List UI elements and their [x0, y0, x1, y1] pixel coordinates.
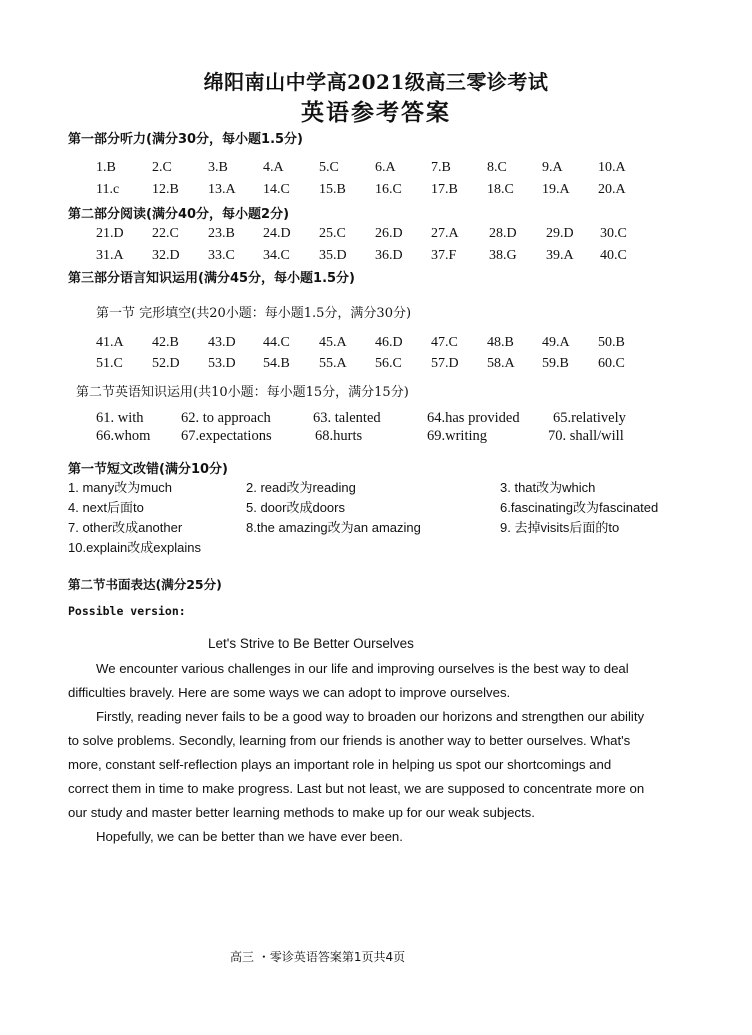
grammar-answer: 70. shall/will	[548, 428, 624, 444]
essay-line: correct them in time to make progress. Last but not least, we are supposed to concentrate more on	[68, 781, 645, 796]
listening-answer: 6.A	[375, 160, 396, 175]
reading-answer: 27.A	[431, 226, 459, 241]
cloze-answer: 56.C	[375, 356, 402, 371]
listening-answer: 18.C	[487, 182, 514, 197]
cloze-answer: 48.B	[487, 335, 514, 350]
reading-answer: 39.A	[546, 248, 574, 263]
cloze-answer: 60.C	[598, 356, 625, 371]
listening-answer: 11.c	[96, 182, 120, 197]
cloze-answer: 57.D	[431, 356, 459, 371]
cloze-answer: 52.D	[152, 356, 180, 371]
cloze-answer: 41.A	[96, 335, 124, 350]
cloze-answer: 46.D	[375, 335, 403, 350]
correction-item: 8.the amazing改为an amazing	[246, 520, 421, 535]
reading-answer: 21.D	[96, 226, 124, 241]
listening-answer: 10.A	[598, 160, 626, 175]
listening-answer: 16.C	[375, 182, 402, 197]
listening-answer: 7.B	[431, 160, 451, 175]
reading-answer: 38.G	[489, 248, 517, 263]
cloze-answer: 51.C	[96, 356, 123, 371]
listening-answer: 14.C	[263, 182, 290, 197]
correction-item: 5. door改成doors	[246, 500, 345, 515]
listening-answer: 15.B	[319, 182, 346, 197]
reading-answer: 22.C	[152, 226, 179, 241]
correction-item: 6.fascinating改为fascinated	[500, 500, 659, 515]
listening-answer: 19.A	[542, 182, 570, 197]
writing-heading: 第二节书面表达(满分25分)	[68, 577, 222, 592]
page-footer: 高三 ・零诊英语答案第1页共4页	[230, 950, 406, 964]
reading-answer: 37.F	[431, 248, 457, 263]
correction-item: 3. that改为which	[500, 480, 596, 495]
listening-answer: 20.A	[598, 182, 626, 197]
document-title: 英语参考答案	[301, 99, 451, 126]
part1-heading: 第一部分听力(满分30分，每小题1.5分)	[68, 132, 304, 147]
error-correction-heading: 第一节短文改错(满分10分)	[68, 462, 228, 477]
grammar-answer: 69.writing	[427, 428, 488, 444]
correction-item: 7. other改成another	[68, 520, 183, 535]
listening-answer: 4.A	[263, 160, 284, 175]
reading-answer: 25.C	[319, 226, 346, 241]
reading-answer: 40.C	[600, 248, 627, 263]
correction-item: 4. next后面to	[68, 500, 144, 515]
essay-line: Firstly, reading never fails to be a good way to broaden our horizons and strengthen our ability	[96, 709, 645, 724]
cloze-answer: 50.B	[598, 335, 625, 350]
cloze-answer: 44.C	[263, 335, 290, 350]
reading-answer: 32.D	[152, 248, 180, 263]
reading-answer: 24.D	[263, 226, 291, 241]
essay-line: our study and master better learning methods to make up for our weak subjects.	[68, 805, 535, 820]
reading-answer: 36.D	[375, 248, 403, 263]
cloze-answer: 47.C	[431, 335, 458, 350]
grammar-section-heading: 第二节英语知识运用(共10小题：每小题15分，满分15分)	[76, 385, 409, 400]
part2-heading: 第二部分阅读(满分40分，每小题2分)	[68, 207, 290, 222]
school-exam-title: 绵阳南山中学高2021级高三零诊考试	[203, 70, 549, 94]
cloze-answer: 45.A	[319, 335, 347, 350]
listening-answer: 13.A	[208, 182, 236, 197]
grammar-answer: 64.has provided	[427, 410, 520, 426]
grammar-answer: 66.whom	[96, 428, 151, 444]
reading-answer: 31.A	[96, 248, 124, 263]
listening-answer: 9.A	[542, 160, 563, 175]
cloze-answer: 53.D	[208, 356, 236, 371]
grammar-answer: 63. talented	[313, 410, 381, 426]
grammar-answer: 68.hurts	[315, 428, 363, 444]
listening-answer: 12.B	[152, 182, 179, 197]
reading-answer: 26.D	[375, 226, 403, 241]
cloze-section-heading: 第一节 完形填空(共20小题：每小题1.5分，满分30分)	[96, 306, 412, 321]
essay-line: to solve problems. Secondly, learning from our friends is another way to better ourselves. What's	[68, 733, 631, 748]
correction-item: 2. read改为reading	[246, 480, 356, 495]
listening-answer: 2.C	[152, 160, 172, 175]
correction-item: 1. many改为much	[68, 480, 173, 495]
reading-answer: 28.D	[489, 226, 517, 241]
reading-answer: 34.C	[263, 248, 290, 263]
cloze-answer: 43.D	[208, 335, 236, 350]
essay-line: We encounter various challenges in our life and improving ourselves is the best way to deal	[96, 661, 629, 676]
cloze-answer: 55.A	[319, 356, 347, 371]
essay-line: more, constant self-reflection plays an important role in helping us spot our shortcomings and	[68, 757, 612, 772]
essay-line: difficulties bravely. Here are some ways we can adopt to improve ourselves.	[68, 685, 511, 700]
listening-answer: 3.B	[208, 160, 228, 175]
reading-answer: 35.D	[319, 248, 347, 263]
grammar-answer: 67.expectations	[181, 428, 272, 444]
reading-answer: 29.D	[546, 226, 574, 241]
listening-answer: 8.C	[487, 160, 507, 175]
correction-item: 10.explain改成explains	[68, 540, 201, 555]
possible-version-label: Possible version:	[68, 604, 186, 618]
cloze-answer: 59.B	[542, 356, 569, 371]
grammar-answer: 65.relatively	[553, 410, 626, 426]
essay-title: Let's Strive to Be Better Ourselves	[208, 636, 414, 651]
cloze-answer: 58.A	[487, 356, 515, 371]
listening-answer: 5.C	[319, 160, 339, 175]
reading-answer: 23.B	[208, 226, 235, 241]
part3-heading: 第三部分语言知识运用(满分45分，每小题1.5分)	[68, 271, 356, 286]
correction-item: 9. 去掉visits后面的to	[500, 520, 620, 535]
cloze-answer: 49.A	[542, 335, 570, 350]
reading-answer: 30.C	[600, 226, 627, 241]
listening-answer: 17.B	[431, 182, 458, 197]
grammar-answer: 62. to approach	[181, 410, 271, 426]
listening-answer: 1.B	[96, 160, 116, 175]
cloze-answer: 42.B	[152, 335, 179, 350]
essay-line: Hopefully, we can be better than we have ever been.	[96, 829, 403, 844]
grammar-answer: 61. with	[96, 410, 144, 426]
reading-answer: 33.C	[208, 248, 235, 263]
cloze-answer: 54.B	[263, 356, 290, 371]
